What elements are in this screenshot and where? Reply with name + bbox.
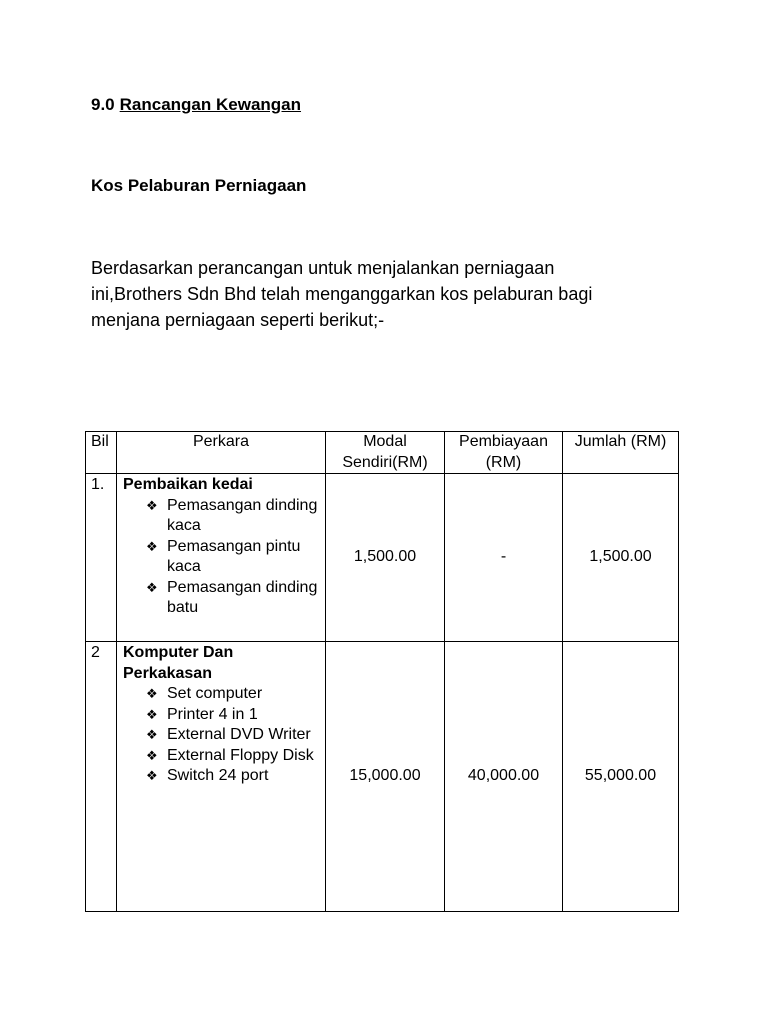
list-item: [123, 725, 325, 746]
pembiayaan-value: -: [445, 474, 563, 642]
row-description: [117, 474, 326, 642]
table-row: [86, 642, 679, 912]
pembiayaan-value: 40,000.00: [445, 642, 563, 912]
intro-line: menjana perniagaan seperti berikut;-: [91, 310, 385, 330]
intro-line: ini,Brothers Sdn Bhd telah menganggarkan kos pelaburan bagi: [91, 284, 593, 304]
intro-paragraph: [91, 255, 691, 333]
diamond-bullet-icon: ❖: [146, 706, 158, 722]
row-title: Pembaikan kedai: [123, 476, 253, 493]
diamond-bullet-icon: ❖: [146, 686, 158, 701]
list-item: [123, 496, 325, 537]
list-item: [123, 746, 325, 767]
subheading: Kos Pelaburan Perniagaan: [91, 176, 307, 195]
list-item-label: Set computer: [167, 685, 263, 702]
header-modal: Modal Sendiri(RM): [326, 432, 445, 474]
list-item-label: Pemasangan dinding kaca: [167, 496, 318, 534]
investment-cost-table: [85, 431, 679, 912]
list-item-label: Pemasangan pintu kaca: [167, 537, 301, 575]
row-description: [117, 642, 326, 912]
list-item: [123, 578, 325, 619]
list-item-label: Switch 24 port: [167, 767, 269, 784]
header-jumlah: Jumlah (RM): [563, 432, 679, 474]
table-header-row: [86, 432, 679, 474]
list-item: [123, 766, 325, 787]
list-item: [123, 705, 325, 726]
jumlah-value: 1,500.00: [563, 474, 679, 642]
jumlah-value: 55,000.00: [563, 642, 679, 912]
header-perkara: Perkara: [117, 432, 326, 474]
intro-line: Berdasarkan perancangan untuk menjalankan perniagaan: [91, 258, 555, 278]
section-number: 9.0: [91, 95, 115, 114]
diamond-bullet-icon: ❖: [146, 497, 158, 513]
row-number: 1.: [86, 474, 117, 642]
list-item: [123, 537, 325, 578]
section-title: Rancangan Kewangan: [119, 95, 302, 114]
diamond-bullet-icon: ❖: [146, 538, 158, 554]
list-item: [123, 684, 325, 705]
row-number: 2: [86, 642, 117, 912]
header-bil: Bil: [86, 432, 117, 474]
list-item-label: Printer 4 in 1: [167, 705, 258, 723]
table-row: [86, 474, 679, 642]
modal-value: 1,500.00: [326, 474, 445, 642]
header-pembiayaan: Pembiayaan (RM): [445, 432, 563, 474]
diamond-bullet-icon: ❖: [146, 747, 158, 763]
list-item-label: External Floppy Disk: [167, 746, 314, 764]
section-heading: [91, 94, 301, 116]
list-item-label: External DVD Writer: [167, 726, 311, 743]
diamond-bullet-icon: ❖: [146, 727, 158, 742]
sub-item-list: [123, 496, 325, 619]
sub-item-list: [123, 684, 325, 787]
diamond-bullet-icon: ❖: [146, 579, 158, 595]
modal-value: 15,000.00: [326, 642, 445, 912]
diamond-bullet-icon: ❖: [146, 768, 158, 783]
list-item-label: Pemasangan dinding batu: [167, 578, 318, 616]
row-title: Komputer Dan Perkakasan: [123, 644, 234, 682]
